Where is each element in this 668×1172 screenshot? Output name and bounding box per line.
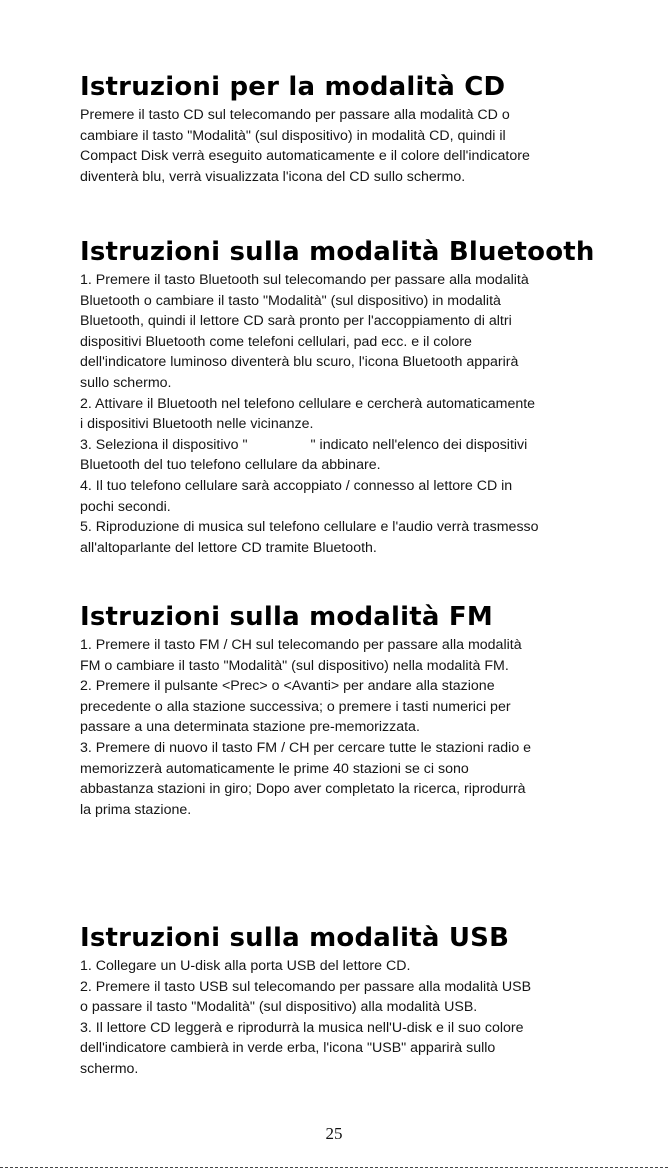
heading-fm-mode: Istruzioni sulla modalità FM <box>80 602 493 632</box>
text-line: 5. Riproduzione di musica sul telefono cellulare e l'audio verrà trasmesso <box>80 519 539 536</box>
section-usb-mode <box>80 923 596 1080</box>
text-line: Bluetooth o cambiare il tasto "Modalità" (sul dispositivo) in modalità <box>80 292 501 309</box>
text-line: dell'indicatore cambierà in verde erba, l'icona "USB" apparirà sullo <box>80 1040 496 1057</box>
text-line: dispositivi Bluetooth come telefoni cellulari, pad ecc. e il colore <box>80 333 472 350</box>
text-line: 1. Premere il tasto FM / CH sul telecomando per passare alla modalità <box>80 637 522 653</box>
text-line: all'altoparlante del lettore CD tramite Bluetooth. <box>80 539 377 556</box>
text-line: Compact Disk verrà eseguito automaticamente e il colore dell'indicatore <box>80 148 530 165</box>
text-line: 1. Collegare un U-disk alla porta USB del lettore CD. <box>80 958 411 974</box>
text-line: dell'indicatore luminoso diventerà blu scuro, l'icona Bluetooth apparirà <box>80 354 519 371</box>
heading-usb-mode: Istruzioni sulla modalità USB <box>80 923 510 953</box>
page-number: 25 <box>325 1124 343 1143</box>
text-line: pochi secondi. <box>80 498 171 515</box>
page-bottom-divider <box>0 1167 668 1168</box>
text-line: schermo. <box>80 1060 139 1077</box>
text-line: abbastanza stazioni in giro; Dopo aver completato la ricerca, riprodurrà <box>80 781 526 798</box>
text-line: 2. Premere il pulsante <Prec> o <Avanti> per andare alla stazione <box>80 678 495 695</box>
section-bluetooth-mode <box>80 237 596 558</box>
text-line: Bluetooth, quindi il lettore CD sarà pronto per l'accoppiamento di altri <box>80 313 512 330</box>
section-fm-mode <box>80 602 596 820</box>
text-line: o passare il tasto "Modalità" (sul dispositivo) alla modalità USB. <box>80 999 478 1016</box>
text-line: precedente o alla stazione successiva; o premere i tasti numerici per <box>80 698 511 715</box>
text-line: cambiare il tasto "Modalità" (sul dispositivo) in modalità CD, quindi il <box>80 127 506 144</box>
text-line: sullo schermo. <box>80 374 172 391</box>
text-line: passare a una determinata stazione pre-memorizzata. <box>80 719 420 736</box>
text-line: 3. Il lettore CD leggerà e riprodurrà la musica nell'U-disk e il suo colore <box>80 1019 524 1036</box>
text-line: 3. Premere di nuovo il tasto FM / CH per cercare tutte le stazioni radio e <box>80 739 532 756</box>
text-line: i dispositivi Bluetooth nelle vicinanze. <box>80 416 314 433</box>
text-line: 4. Il tuo telefono cellulare sarà accoppiato / connesso al lettore CD in <box>80 477 513 494</box>
heading-bluetooth-mode: Istruzioni sulla modalità Bluetooth <box>80 237 595 267</box>
text-line: 3. Seleziona il dispositivo " " indicato nell'elenco dei dispositivi <box>80 436 528 453</box>
heading-cd-mode: Istruzioni per la modalità CD <box>80 72 506 102</box>
text-line: 2. Premere il tasto USB sul telecomando per passare alla modalità USB <box>80 978 532 995</box>
text-line: Premere il tasto CD sul telecomando per passare alla modalità CD o <box>80 107 510 123</box>
text-line: 2. Attivare il Bluetooth nel telefono cellulare e cercherà automaticamente <box>80 395 536 412</box>
text-line: 1. Premere il tasto Bluetooth sul telecomando per passare alla modalità <box>80 272 529 288</box>
section-cd-mode <box>80 72 596 187</box>
text-line: la prima stazione. <box>80 801 192 818</box>
text-line: memorizzerà automaticamente le prime 40 stazioni se ci sono <box>80 760 469 777</box>
text-line: Bluetooth del tuo telefono cellulare da abbinare. <box>80 457 381 474</box>
text-line: diventerà blu, verrà visualizzata l'icona del CD sullo schermo. <box>80 168 466 185</box>
text-line: FM o cambiare il tasto "Modalità" (sul dispositivo) nella modalità FM. <box>80 657 509 674</box>
